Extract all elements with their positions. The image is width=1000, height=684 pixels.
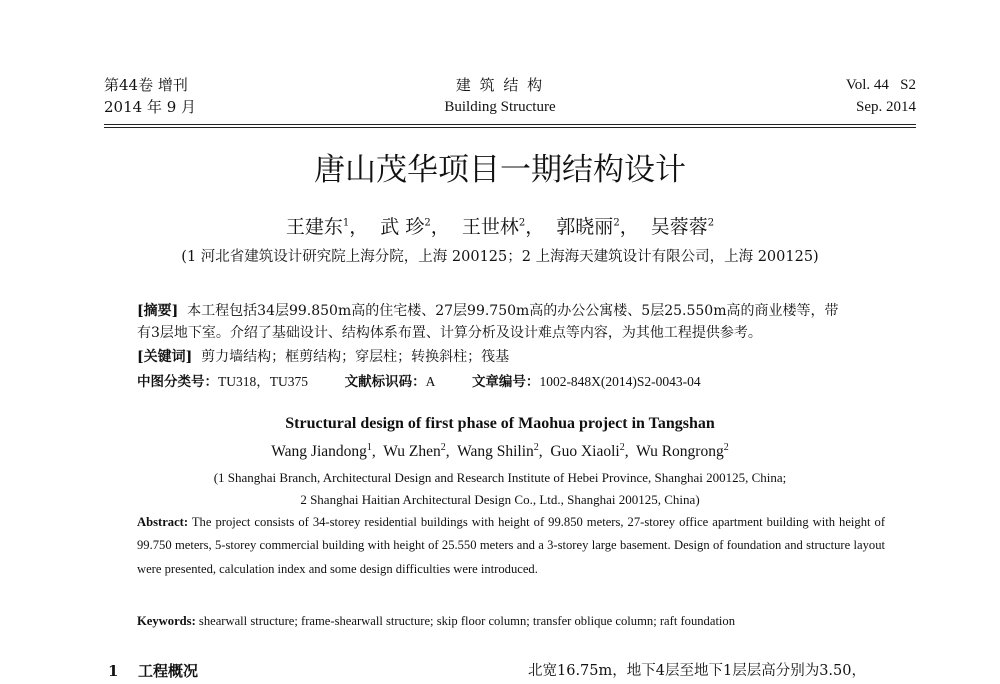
abstract-cn-label: [摘要] [137,303,179,319]
author-cn: 武 珍$^2$ [380,216,431,238]
keywords-cn-label: [关键词] [137,349,193,365]
author-en: Wu Zhen$^2$ [383,441,446,460]
affiliation-cn: (1 河北省建筑设计研究院上海分院，上海 200125；2 上海海天建筑设计有限公司，上海 200125) [181,249,819,265]
author-cn: 郭晓丽$^2$ [556,216,620,238]
author-cn: 吴蓉蓉$^2$ [650,216,715,238]
body-text-right-column: 北宽16.75m，地下4层至地下1层层高分别为3.50， [528,663,866,679]
abstract-cn-line1: [摘要] 本工程包括34层99.850m高的住宅楼、27层99.750m高的办公公寓楼、5层25.550m高的商业楼等，带 [137,303,839,319]
journal-volume-cn: 第44卷 增刊 [104,76,188,94]
authors-cn: 王建东$^1$， 武 珍$^2$， 王世林$^2$， 郭晓丽$^2$， 吴蓉蓉$^2$ [285,216,715,238]
header-rule-bottom [104,127,916,128]
author-cn: 王建东$^1$ [285,216,350,238]
paper-title-en: Structural design of first phase of Maohua project in Tangshan [285,415,715,432]
journal-date-en: Sep. 2014 [856,99,916,115]
clc-label: 中图分类号： [137,374,218,390]
affiliation-en-line2: 2 Shanghai Haitian Architectural Design Co., Ltd., Shanghai 200125, China) [300,492,700,507]
journal-name-cn: 建 筑 结 构 [455,76,545,94]
doc-code-value: A [425,374,436,389]
abstract-en-label: Abstract: [137,515,189,529]
header-rule-top [104,124,916,125]
authors-en: Wang Jiandong$^1$, Wu Zhen$^2$, Wang Shilin$^2$, Guo Xiaoli$^2$, Wu Rongrong$^2$ [271,441,729,460]
section-title: 工程概况 [138,662,199,680]
paper-title-cn: 唐山茂华项目一期结构设计 [314,152,686,188]
article-number-label: 文章编号： [471,374,540,390]
author-en: Wang Jiandong$^1$ [271,441,372,460]
classification-line [137,372,701,392]
article-number-value: 1002-848X(2014)S2-0043-04 [539,374,701,389]
keywords-en: Keywords: shearwall structure; frame-shearwall structure; skip floor column; transfer oblique column; raft foundation [137,614,736,628]
journal-volume-en: Vol. 44 S2 [845,77,916,93]
keywords-cn: [关键词] 剪力墙结构；框剪结构；穿层柱；转换斜柱；筏基 [137,349,510,365]
author-en: Wu Rongrong$^2$ [636,441,729,460]
author-en: Guo Xiaoli$^2$ [550,441,625,460]
abstract-cn-line2: 有3层地下室。介绍了基础设计、结构体系布置、计算分析及设计难点等内容，为其他工程提供参考。 [137,325,762,341]
author-cn: 王世林$^2$ [461,216,526,238]
journal-date-cn: 2014 年 9 月 [104,98,197,116]
section-number: 1 [108,662,119,680]
clc-value: TU318，TU375 [218,374,308,389]
journal-name-en: Building Structure [444,99,556,115]
keywords-en-label: Keywords: [137,614,196,628]
author-en: Wang Shilin$^2$ [457,441,539,460]
abstract-en-text: The project consists of 34-storey residential buildings with height of 99.850 meters, 27-storey office apartment building with height of 99.750 meters, 5-storey commercial building with height of 25.550 meters and a 3-storey large basement. Design of foundation and structure layout were presented, calculation index and some design difficulties were introduced. [137,515,886,576]
abstract-en [137,511,885,581]
doc-code-label: 文献标识码： [344,374,426,390]
affiliation-en-line1: (1 Shanghai Branch, Architectural Design and Research Institute of Hebei Province, Shanghai 200125, China; [213,470,787,485]
